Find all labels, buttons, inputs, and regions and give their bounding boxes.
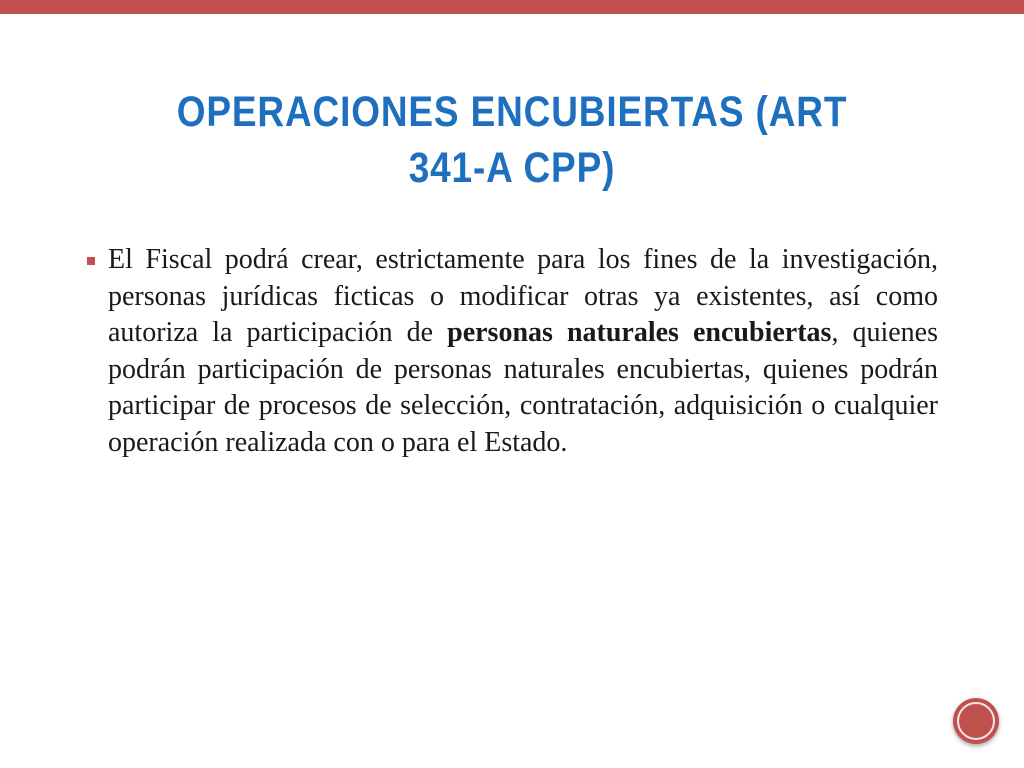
top-accent-bar [0,0,1024,14]
bullet-list [86,242,938,462]
bullet-text-end: , quienes podrán participación de personas naturales encubiertas, quienes podrán participar de procesos de selección, contratación, adquisición o cualquier operación realizada con o para el Estado. [108,317,939,458]
bullet-text-start: El Fiscal podrá crear, estrictamente para los fines de la investigación, personas jurídicas ficticas o modificar otras ya existentes, así como autoriza la participación de [108,244,938,349]
slide-title: OPERACIONES ENCUBIERTAS (ART 341-A CPP) [176,88,848,192]
square-bullet-icon [87,257,95,265]
circle-nav-icon [957,702,995,740]
bullet-bold-text: personas naturales encubiertas [447,317,832,349]
slide-navigation-button[interactable] [953,698,999,744]
bullet-item [86,242,938,462]
